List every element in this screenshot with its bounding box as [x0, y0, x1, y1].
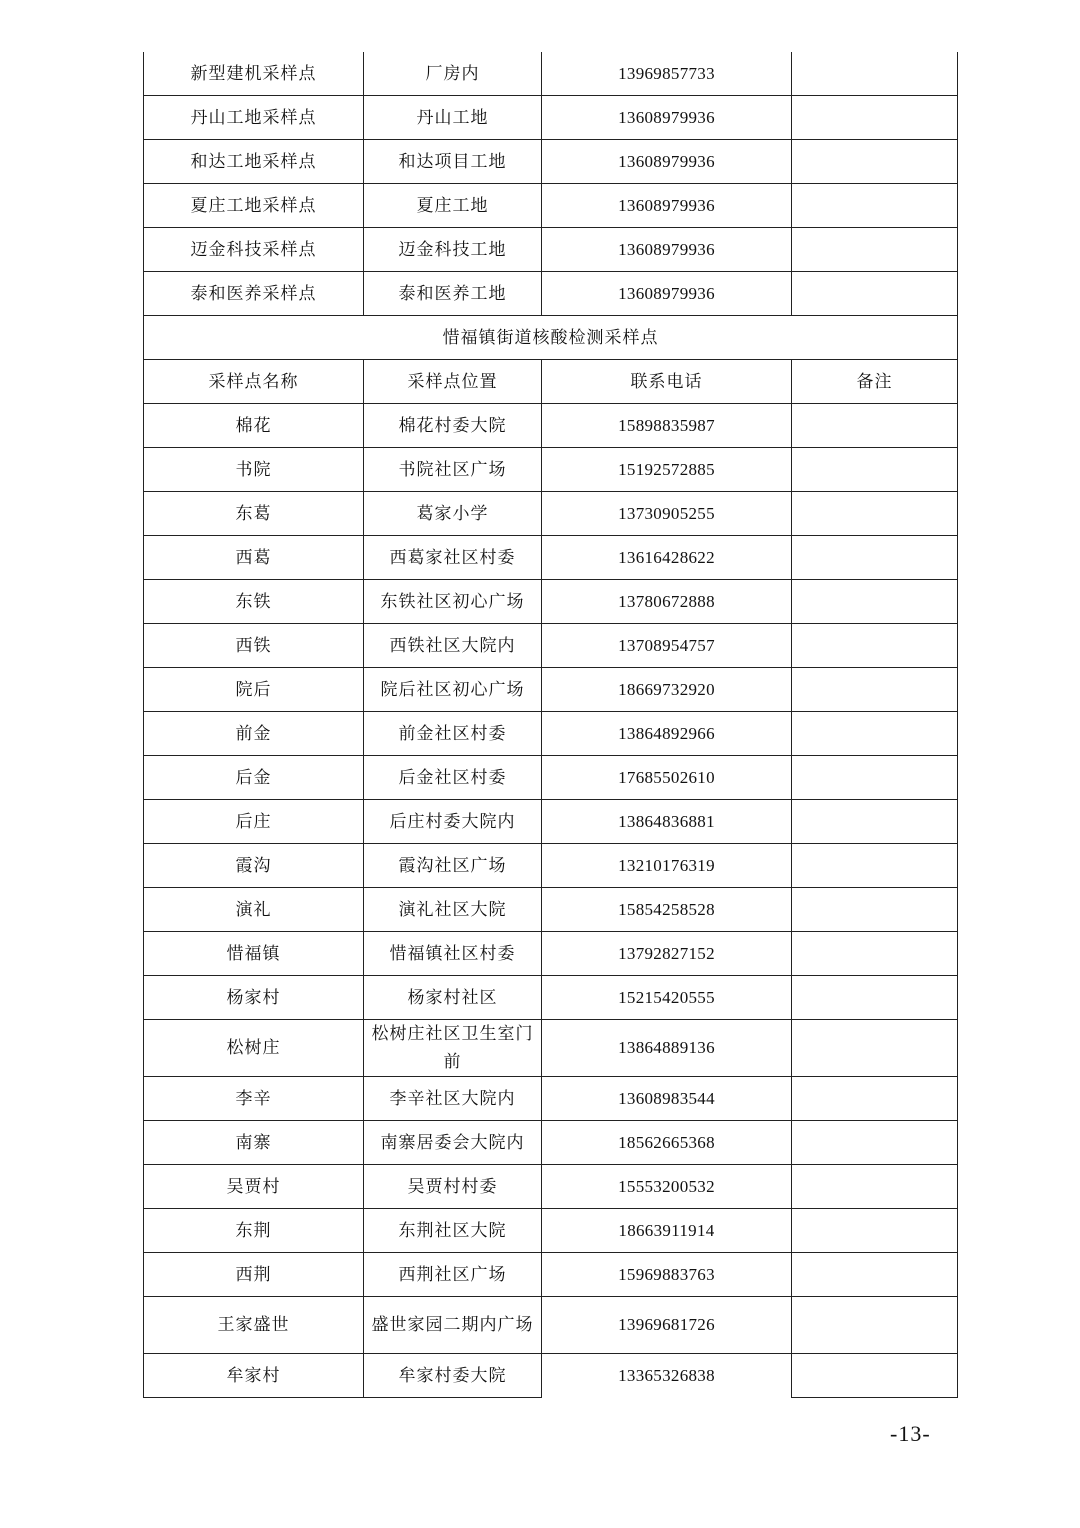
contact-phone: 13210176319 [542, 844, 792, 888]
table-row [144, 1297, 958, 1354]
remark-cell [792, 888, 958, 932]
sample-point-name: 王家盛世 [144, 1297, 364, 1354]
sample-point-name: 东葛 [144, 492, 364, 536]
section-title-row [144, 316, 958, 360]
sample-point-location: 演礼社区大院 [364, 888, 542, 932]
sample-point-location: 南寨居委会大院内 [364, 1121, 542, 1165]
remark-cell [792, 52, 958, 96]
sample-point-location: 后金社区村委 [364, 756, 542, 800]
table-row [144, 96, 958, 140]
sample-point-name: 吴贾村 [144, 1165, 364, 1209]
contact-phone: 15854258528 [542, 888, 792, 932]
remark-cell [792, 1077, 958, 1121]
table-row [144, 1121, 958, 1165]
contact-phone: 13608979936 [542, 272, 792, 316]
remark-cell [792, 404, 958, 448]
remark-cell [792, 140, 958, 184]
sample-point-location: 牟家村委大院 [364, 1354, 542, 1398]
table-row [144, 272, 958, 316]
sample-point-name: 松树庄 [144, 1020, 364, 1077]
table-row [144, 800, 958, 844]
remark-cell [792, 492, 958, 536]
sample-point-location: 书院社区广场 [364, 448, 542, 492]
table-row [144, 1077, 958, 1121]
sample-point-location: 丹山工地 [364, 96, 542, 140]
table-row [144, 932, 958, 976]
sample-point-location: 泰和医养工地 [364, 272, 542, 316]
table-row [144, 888, 958, 932]
sample-point-location: 霞沟社区广场 [364, 844, 542, 888]
sample-point-name: 演礼 [144, 888, 364, 932]
header-phone: 联系电话 [542, 360, 792, 404]
table-row [144, 184, 958, 228]
page-number: -13- [890, 1421, 931, 1446]
contact-phone: 18562665368 [542, 1121, 792, 1165]
contact-phone: 15969883763 [542, 1253, 792, 1297]
sample-point-location: 惜福镇社区村委 [364, 932, 542, 976]
sample-point-location: 松树庄社区卫生室门前 [364, 1020, 542, 1077]
sample-point-name: 南寨 [144, 1121, 364, 1165]
sampling-points-table [143, 52, 958, 1398]
header-location: 采样点位置 [364, 360, 542, 404]
sample-point-name: 惜福镇 [144, 932, 364, 976]
contact-phone: 15898835987 [542, 404, 792, 448]
remark-cell [792, 184, 958, 228]
sample-point-name: 杨家村 [144, 976, 364, 1020]
remark-cell [792, 844, 958, 888]
contact-phone: 13708954757 [542, 624, 792, 668]
remark-cell [792, 448, 958, 492]
sample-point-location: 西铁社区大院内 [364, 624, 542, 668]
sample-point-location: 厂房内 [364, 52, 542, 96]
remark-cell [792, 976, 958, 1020]
contact-phone: 13616428622 [542, 536, 792, 580]
sample-point-name: 东荆 [144, 1209, 364, 1253]
sample-point-name: 后庄 [144, 800, 364, 844]
sample-point-location: 后庄村委大院内 [364, 800, 542, 844]
sample-point-location: 东荆社区大院 [364, 1209, 542, 1253]
contact-phone: 13864889136 [542, 1020, 792, 1077]
remark-cell [792, 1209, 958, 1253]
sample-point-location: 院后社区初心广场 [364, 668, 542, 712]
contact-phone: 13969681726 [542, 1297, 792, 1354]
table-row [144, 624, 958, 668]
sample-point-location: 前金社区村委 [364, 712, 542, 756]
sample-point-name: 李辛 [144, 1077, 364, 1121]
table-row [144, 1209, 958, 1253]
sample-point-name: 丹山工地采样点 [144, 96, 364, 140]
header-row [144, 360, 958, 404]
sample-point-location: 西荆社区广场 [364, 1253, 542, 1297]
sample-point-location: 杨家村社区 [364, 976, 542, 1020]
contact-phone: 13608979936 [542, 96, 792, 140]
sample-point-location: 盛世家园二期内广场 [364, 1297, 542, 1354]
table-row [144, 52, 958, 96]
remark-cell [792, 580, 958, 624]
sample-point-location: 李辛社区大院内 [364, 1077, 542, 1121]
sample-point-name: 霞沟 [144, 844, 364, 888]
contact-phone: 13780672888 [542, 580, 792, 624]
sample-point-name: 西荆 [144, 1253, 364, 1297]
header-name: 采样点名称 [144, 360, 364, 404]
sample-point-name: 棉花 [144, 404, 364, 448]
contact-phone: 18663911914 [542, 1209, 792, 1253]
section-title: 惜福镇街道核酸检测采样点 [144, 316, 958, 360]
sample-point-name: 后金 [144, 756, 364, 800]
table-row [144, 844, 958, 888]
sample-point-name: 迈金科技采样点 [144, 228, 364, 272]
sample-point-location: 吴贾村村委 [364, 1165, 542, 1209]
sample-point-location: 棉花村委大院 [364, 404, 542, 448]
table-row [144, 228, 958, 272]
contact-phone: 17685502610 [542, 756, 792, 800]
remark-cell [792, 1121, 958, 1165]
remark-cell [792, 756, 958, 800]
contact-phone: 15192572885 [542, 448, 792, 492]
sample-point-name: 西葛 [144, 536, 364, 580]
contact-phone: 13365326838 [542, 1354, 792, 1398]
contact-phone: 13608979936 [542, 228, 792, 272]
table-row [144, 712, 958, 756]
sample-point-location: 迈金科技工地 [364, 228, 542, 272]
table-row [144, 1253, 958, 1297]
contact-phone: 13864836881 [542, 800, 792, 844]
sample-point-name: 新型建机采样点 [144, 52, 364, 96]
table-row [144, 580, 958, 624]
remark-cell [792, 96, 958, 140]
table-row [144, 1165, 958, 1209]
table-row [144, 1020, 958, 1077]
table-row [144, 668, 958, 712]
remark-cell [792, 624, 958, 668]
contact-phone: 18669732920 [542, 668, 792, 712]
contact-phone: 13608979936 [542, 184, 792, 228]
table-row [144, 1354, 958, 1398]
contact-phone: 13792827152 [542, 932, 792, 976]
sample-point-name: 牟家村 [144, 1354, 364, 1398]
contact-phone: 15553200532 [542, 1165, 792, 1209]
remark-cell [792, 1297, 958, 1354]
remark-cell [792, 228, 958, 272]
sample-point-location: 和达项目工地 [364, 140, 542, 184]
remark-cell [792, 800, 958, 844]
contact-phone: 13730905255 [542, 492, 792, 536]
remark-cell [792, 712, 958, 756]
remark-cell [792, 1165, 958, 1209]
sample-point-name: 泰和医养采样点 [144, 272, 364, 316]
table-row [144, 448, 958, 492]
sample-point-name: 西铁 [144, 624, 364, 668]
sample-point-name: 书院 [144, 448, 364, 492]
contact-phone: 13864892966 [542, 712, 792, 756]
table-row [144, 492, 958, 536]
sample-point-name: 院后 [144, 668, 364, 712]
table-row [144, 756, 958, 800]
contact-phone: 15215420555 [542, 976, 792, 1020]
sample-point-name: 夏庄工地采样点 [144, 184, 364, 228]
remark-cell [792, 1020, 958, 1077]
header-note: 备注 [792, 360, 958, 404]
sample-point-location: 夏庄工地 [364, 184, 542, 228]
sample-point-location: 葛家小学 [364, 492, 542, 536]
table-row [144, 536, 958, 580]
remark-cell [792, 1253, 958, 1297]
sample-point-location: 西葛家社区村委 [364, 536, 542, 580]
sample-point-location: 东铁社区初心广场 [364, 580, 542, 624]
sample-point-name: 和达工地采样点 [144, 140, 364, 184]
contact-phone: 13608979936 [542, 140, 792, 184]
contact-phone: 13608983544 [542, 1077, 792, 1121]
table-row [144, 976, 958, 1020]
remark-cell [792, 668, 958, 712]
remark-cell [792, 932, 958, 976]
remark-cell [792, 272, 958, 316]
sample-point-name: 前金 [144, 712, 364, 756]
remark-cell [792, 1354, 958, 1398]
sample-point-name: 东铁 [144, 580, 364, 624]
contact-phone: 13969857733 [542, 52, 792, 96]
table-row [144, 140, 958, 184]
table-row [144, 404, 958, 448]
remark-cell [792, 536, 958, 580]
